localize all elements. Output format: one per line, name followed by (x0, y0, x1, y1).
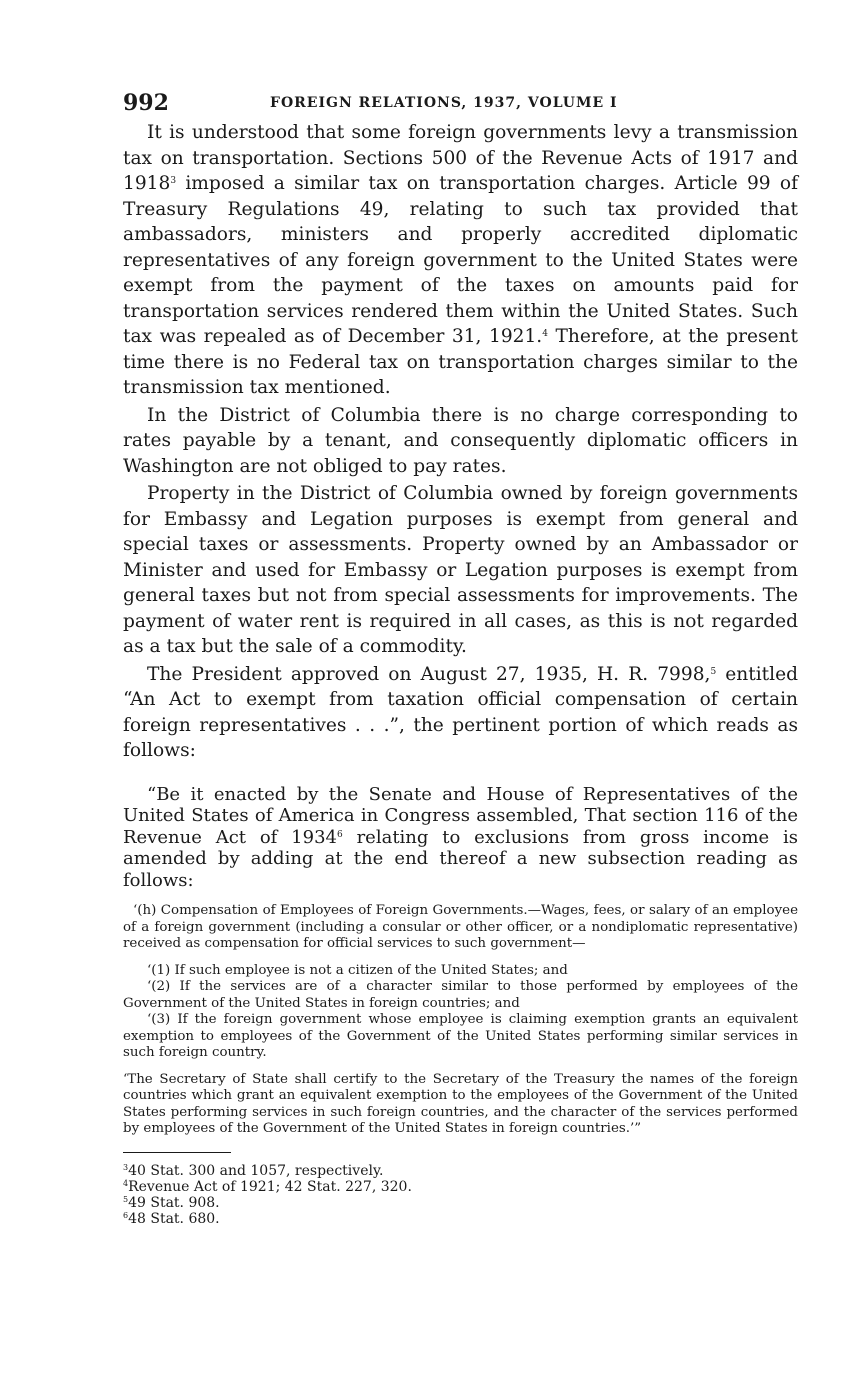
quote-conditions-list (123, 963, 798, 1062)
footnote-5: $^5$49 Stat. 908. (123, 1194, 220, 1211)
footnote-ref-5: 5 (710, 666, 717, 677)
quote-secretary-certification: ‘The Secretary of State shall certify to the Secretary of the Treasury the names of the foreign countries which grant an equivalent exemption to the employees of the Government of the United States performing services in such foreign countries, and the character of the services performed by employees of the Government of the United States in foreign countries.’” (123, 1071, 798, 1136)
list-item: ‘(3) If the foreign government whose employee is claiming exemption grants an equivalent exemption to employees of the Government of the United States performing similar services in such foreign country. (123, 1012, 798, 1060)
footnote-ref-3: 3 (170, 176, 177, 186)
body-text (123, 120, 798, 764)
page-number: 992 (123, 90, 169, 116)
footnote-6: $^6$48 Stat. 680. (123, 1210, 220, 1227)
footnote-ref-4: 4 (542, 329, 548, 339)
footnotes (123, 1163, 798, 1227)
paragraph-district-rates: In the District of Columbia there is no charge corresponding to rates payable by a tenant, and consequently diplomatic officers in Washington are not obliged to pay rates. (123, 404, 798, 477)
paragraph-hr-7998: The President approved on August 27, 1935, H. R. 7998,$^5$ entitled “An Act to exempt from taxation official compensation of certain foreign representatives . . .”, the pertinent portion of which reads as follows: (123, 663, 798, 761)
footnote-divider (123, 1152, 231, 1153)
footnote-4: $^4$Revenue Act of 1921; 42 Stat. 227, 320. (123, 1178, 412, 1195)
quote-enacting-clause: “Be it enacted by the Senate and House of Representatives of the United States of America in Congress assembled, That section 116 of the Revenue Act of 1934$^6$ relating to exclusions from gross income is amended by adding at the end thereof a new subsection reading as follows: (123, 783, 798, 891)
paragraph-property-exemption: Property in the District of Columbia owned by foreign governments for Embassy and Legation purposes is exempt from general and special taxes or assessments. Property owned by an Ambassador or Minister and used for Embassy or Legation purposes is exempt from general taxes but not from special assessments for improvements. The payment of water rent is required in all cases, as this is not regarded as a tax but the sale of a commodity. (123, 483, 798, 657)
list-item: ‘(1) If such employee is not a citizen of the United States; and (147, 962, 568, 978)
list-item: ‘(2) If the services are of a character similar to those performed by employees of the Government of the United States in foreign countries; and (123, 979, 798, 1011)
footnote-ref-6: 6 (337, 829, 343, 840)
running-title: FOREIGN RELATIONS, 1937, VOLUME I (270, 95, 618, 111)
quote-subsection-h: ‘(h) Compensation of Employees of Foreign Governments.—Wages, fees, or salary of an employee of a foreign government (including a consular or other officer, or a nondiplomatic representative) received as compensation for official services to such government— (123, 903, 798, 951)
page-header (123, 90, 798, 120)
document-page (123, 90, 798, 1227)
quoted-act (123, 784, 798, 1138)
paragraph-transmission-tax: It is understood that some foreign governments levy a transmission tax on transportation. Sections 500 of the Revenue Acts of 1917 and 1918$^3$ imposed a similar tax on transportation charges. Article 99 of Treasury Regulations 49, relating to such tax provided that ambassadors, ministers and properly accredited diplomatic representatives of any foreign government to the United States were exempt from the payment of the taxes on amounts paid for transportation services rendered them within the United States. Such tax was repealed as of December 31, 1921.$^4$ Therefore, at the present time there is no Federal tax on transportation charges similar to the transmission tax mentioned. (123, 122, 798, 398)
footnote-3: $^3$40 Stat. 300 and 1057, respectively. (123, 1162, 384, 1179)
